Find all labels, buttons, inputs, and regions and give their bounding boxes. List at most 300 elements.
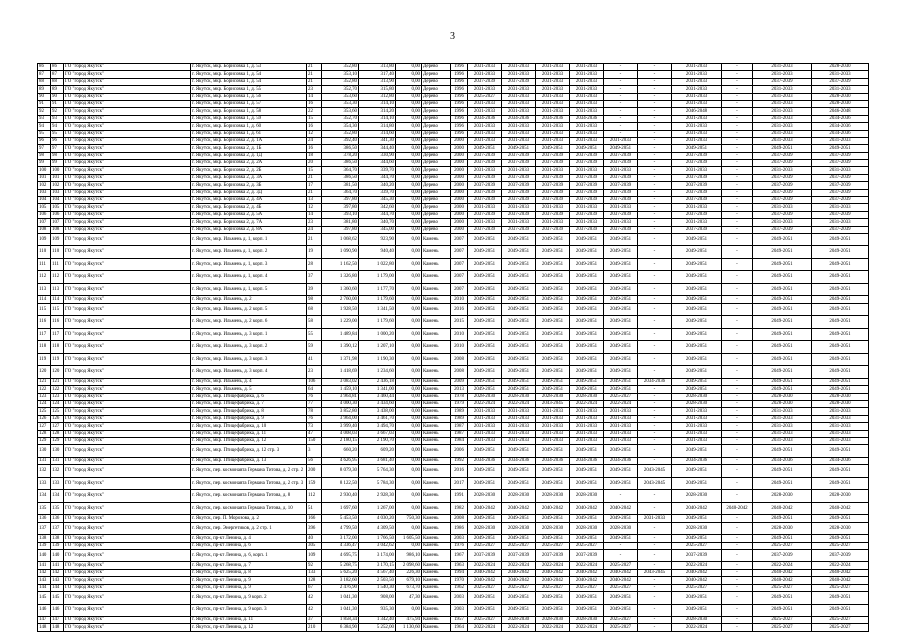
- cell-address: г. Якутск, пр-кт Ленина, д. 9: [191, 577, 307, 584]
- cell-wall-material: Камень: [422, 617, 451, 624]
- cell-period-10: 2037-2039: [812, 189, 869, 196]
- cell-period-6: -: [638, 366, 672, 379]
- cell-period-5: 2049-2051: [604, 258, 638, 271]
- cell-year-built: 1957: [451, 617, 468, 624]
- cell-living-area: 3 434,60: [359, 401, 396, 408]
- cell-period-5: -: [604, 549, 638, 562]
- cell-nonres-area: 1 130,60: [396, 624, 422, 631]
- cell-row-num: 99: [38, 160, 51, 167]
- cell-period-8: -: [722, 393, 753, 400]
- cell-period-2: 2031-2033: [502, 93, 536, 100]
- cell-period-4: 2037-2039: [570, 197, 604, 204]
- cell-period-6: -: [638, 577, 672, 584]
- cell-period-10: 2031-2033: [812, 86, 869, 93]
- table-row: [38, 423, 869, 430]
- table-row: [38, 115, 869, 122]
- cell-period-8: -: [722, 515, 753, 522]
- cell-period-1: 2049-2051: [468, 303, 502, 316]
- cell-period-9: 2028-2030: [753, 401, 812, 408]
- cell-year-built: 2008: [451, 515, 468, 522]
- cell-owner: ГО "город Якутск": [64, 445, 191, 458]
- cell-wall-material: Камень: [422, 258, 451, 271]
- cell-owner: ГО "город Якутск": [64, 477, 191, 490]
- cell-period-9: 2031-2033: [753, 423, 812, 430]
- cell-total-area: 1 697,60: [322, 502, 359, 515]
- cell-period-8: -: [722, 303, 753, 316]
- cell-period-4: 2034-2036: [570, 115, 604, 122]
- cell-period-5: 2031-2033: [604, 408, 638, 415]
- cell-period-8: -: [722, 115, 753, 122]
- cell-row-num: 137: [38, 522, 51, 535]
- cell-owner: ГО "город Якутск": [64, 490, 191, 503]
- cell-nonres-area: 0,00: [396, 296, 422, 303]
- cell-row-num: 132: [38, 465, 51, 478]
- cell-address: г. Якутск, мкр. Борисовка 1, д. 59: [191, 115, 307, 122]
- cell-period-9: 2049-2051: [753, 535, 812, 542]
- cell-period-6: 2043-2045: [638, 465, 672, 478]
- cell-address: г. Якутск, мкр. Ильмень, д. 3 корп. 1: [191, 328, 307, 341]
- cell-period-4: 2022-2024: [570, 624, 604, 631]
- cell-period-5: 2028-2030: [604, 522, 638, 535]
- cell-period-5: 2031-2033: [604, 204, 638, 211]
- cell-period-1: 2022-2024: [468, 624, 502, 631]
- cell-wall-material: Камень: [422, 577, 451, 584]
- cell-period-1: 2049-2051: [468, 271, 502, 284]
- cell-nonres-area: 0,00: [396, 258, 422, 271]
- cell-period-4: 2049-2051: [570, 465, 604, 478]
- cell-row-num: 112: [38, 271, 51, 284]
- cell-address: г. Якутск, мкр. Борисовка 1, д. 60: [191, 123, 307, 130]
- cell-apartments: 12: [307, 204, 322, 211]
- cell-nonres-area: 0,00: [396, 233, 422, 246]
- cell-index: 141: [51, 562, 64, 569]
- cell-index: 100: [51, 167, 64, 174]
- cell-period-7: 2049-2051: [672, 316, 722, 329]
- cell-period-2: 2031-2033: [502, 137, 536, 144]
- cell-period-1: 2037-2039: [468, 211, 502, 218]
- cell-index: 129: [51, 438, 64, 445]
- cell-living-area: 314,20: [359, 108, 396, 115]
- cell-period-3: 2049-2051: [536, 258, 570, 271]
- cell-period-6: -: [638, 246, 672, 259]
- cell-period-5: 2040-2042: [604, 577, 638, 584]
- cell-apartments: 76: [307, 415, 322, 422]
- cell-period-8: -: [722, 438, 753, 445]
- cell-period-4: 2031-2033: [570, 64, 604, 71]
- cell-total-area: 8 079,30: [322, 465, 359, 478]
- cell-period-4: 2049-2051: [570, 445, 604, 458]
- cell-row-num: 138: [38, 535, 51, 542]
- cell-period-3: 2049-2051: [536, 515, 570, 522]
- table-row: [38, 401, 869, 408]
- cell-nonres-area: 2 098,60: [396, 562, 422, 569]
- cell-address: г. Якутск, мкр. Борисовка 2, д. 7А: [191, 219, 307, 226]
- cell-period-4: 2040-2042: [570, 502, 604, 515]
- cell-period-1: 2022-2024: [468, 562, 502, 569]
- cell-living-area: 340,70: [359, 219, 396, 226]
- cell-period-2: 2049-2051: [502, 378, 536, 385]
- cell-period-2: 2025-2027: [502, 542, 536, 549]
- cell-period-4: 2049-2051: [570, 366, 604, 379]
- cell-period-7: 2037-2039: [672, 549, 722, 562]
- table-row: [38, 100, 869, 107]
- cell-year-built: 1996: [451, 100, 468, 107]
- cell-period-5: -: [604, 542, 638, 549]
- cell-owner: ГО "город Якутск": [64, 542, 191, 549]
- cell-address: г. Якутск, мкр. Борисовка 1, д. 53: [191, 64, 307, 71]
- cell-row-num: 134: [38, 490, 51, 503]
- cell-nonres-area: 0,00: [396, 386, 422, 393]
- cell-period-4: 2028-2030: [570, 522, 604, 535]
- cell-owner: ГО "город Якутск": [64, 316, 191, 329]
- cell-period-5: -: [604, 108, 638, 115]
- cell-period-3: 2040-2042: [536, 569, 570, 576]
- cell-period-9: 2049-2051: [753, 353, 812, 366]
- cell-wall-material: Камень: [422, 624, 451, 631]
- cell-owner: ГО "город Якутск": [64, 296, 191, 303]
- cell-living-area: 3 438,00: [359, 408, 396, 415]
- cell-nonres-area: 0,00: [396, 522, 422, 535]
- cell-period-8: -: [722, 577, 753, 584]
- cell-row-num: 139: [38, 542, 51, 549]
- cell-nonres-area: 679,10: [396, 577, 422, 584]
- cell-period-6: -: [638, 316, 672, 329]
- cell-wall-material: Дерево: [422, 78, 451, 85]
- cell-period-7: 2037-2039: [672, 211, 722, 218]
- cell-address: г. Якутск, мкр. Борисовка 1, д. 55: [191, 86, 307, 93]
- cell-period-9: 2031-2033: [753, 86, 812, 93]
- cell-period-7: 2049-2051: [672, 535, 722, 542]
- cell-address: г. Якутск, пр-кт Ленина, д. 4: [191, 535, 307, 542]
- cell-period-9: 2031-2033: [753, 408, 812, 415]
- cell-period-10: 2049-2051: [812, 465, 869, 478]
- cell-period-6: -: [638, 438, 672, 445]
- cell-period-8: -: [722, 584, 753, 591]
- cell-living-area: 4 567,40: [359, 569, 396, 576]
- cell-period-1: 2031-2033: [468, 64, 502, 71]
- cell-period-2: 2037-2039: [502, 152, 536, 159]
- cell-year-built: 1989: [451, 408, 468, 415]
- cell-owner: ГО "город Якутск": [64, 115, 191, 122]
- cell-wall-material: Дерево: [422, 71, 451, 78]
- cell-nonres-area: 0,00: [396, 93, 422, 100]
- cell-wall-material: Камень: [422, 438, 451, 445]
- cell-owner: ГО "город Якутск": [64, 64, 191, 71]
- cell-period-4: 2031-2033: [570, 78, 604, 85]
- cell-period-9: 2031-2033: [753, 100, 812, 107]
- cell-wall-material: Камень: [422, 408, 451, 415]
- cell-period-5: 2049-2051: [604, 328, 638, 341]
- cell-period-1: 2049-2051: [468, 341, 502, 354]
- cell-apartments: 21: [307, 233, 322, 246]
- cell-owner: ГО "город Якутск": [64, 328, 191, 341]
- cell-period-10: 2049-2051: [812, 604, 869, 617]
- cell-period-2: 2022-2024: [502, 562, 536, 569]
- cell-address: г. Якутск, мкр. Ильмень д. 1, корп. 2: [191, 246, 307, 259]
- cell-period-6: -: [638, 182, 672, 189]
- cell-period-1: 2049-2051: [468, 283, 502, 296]
- cell-apartments: 28: [307, 258, 322, 271]
- cell-row-num: 119: [38, 353, 51, 366]
- cell-period-10: 2040-2042: [812, 569, 869, 576]
- cell-index: 137: [51, 522, 64, 535]
- cell-living-area: 1 267,00: [359, 502, 396, 515]
- cell-period-8: -: [722, 549, 753, 562]
- cell-total-area: 3 182,60: [322, 577, 359, 584]
- cell-period-5: -: [604, 93, 638, 100]
- cell-living-area: 345,00: [359, 226, 396, 233]
- cell-index: 115: [51, 303, 64, 316]
- cell-period-6: 2043-2045: [638, 569, 672, 576]
- cell-living-area: 2 503,50: [359, 577, 396, 584]
- cell-apartments: 16: [307, 100, 322, 107]
- cell-wall-material: Дерево: [422, 93, 451, 100]
- cell-period-2: 2049-2051: [502, 366, 536, 379]
- cell-living-area: 341,30: [359, 137, 396, 144]
- cell-wall-material: Камень: [422, 445, 451, 458]
- cell-period-9: 2049-2051: [753, 366, 812, 379]
- cell-address: г. Якутск, мкр. Ильмень, д. 2: [191, 296, 307, 303]
- cell-period-4: 2022-2024: [570, 562, 604, 569]
- cell-period-6: -: [638, 415, 672, 422]
- cell-period-6: -: [638, 78, 672, 85]
- cell-period-1: 2031-2033: [468, 71, 502, 78]
- cell-period-7: 2049-2051: [672, 353, 722, 366]
- cell-living-area: 609,20: [359, 445, 396, 458]
- cell-period-10: 2049-2051: [812, 341, 869, 354]
- cell-period-2: 2031-2033: [502, 108, 536, 115]
- cell-living-area: 313,80: [359, 64, 396, 71]
- cell-living-area: 1 179,60: [359, 296, 396, 303]
- cell-year-built: 2003: [451, 535, 468, 542]
- cell-period-5: 2031-2033: [604, 167, 638, 174]
- cell-nonres-area: 0,00: [396, 189, 422, 196]
- cell-total-area: 4 336,47: [322, 542, 359, 549]
- cell-index: 145: [51, 592, 64, 605]
- cell-period-8: -: [722, 160, 753, 167]
- cell-year-built: 1976: [451, 542, 468, 549]
- cell-period-2: 2031-2033: [502, 423, 536, 430]
- cell-period-9: 2049-2051: [753, 515, 812, 522]
- cell-period-10: 2049-2051: [812, 353, 869, 366]
- cell-period-9: 2049-2051: [753, 246, 812, 259]
- cell-period-7: 2049-2051: [672, 145, 722, 152]
- cell-period-3: 2049-2051: [536, 386, 570, 393]
- cell-period-4: 2031-2033: [570, 423, 604, 430]
- cell-period-1: 2037-2039: [468, 152, 502, 159]
- cell-index: 105: [51, 204, 64, 211]
- cell-nonres-area: 0,00: [396, 211, 422, 218]
- cell-period-5: 2049-2051: [604, 604, 638, 617]
- cell-nonres-area: 750,30: [396, 515, 422, 522]
- cell-period-3: 2031-2033: [536, 100, 570, 107]
- cell-period-3: 2049-2051: [536, 328, 570, 341]
- cell-period-8: -: [722, 182, 753, 189]
- cell-total-area: 1 371,98: [322, 353, 359, 366]
- cell-period-5: 2031-2033: [604, 137, 638, 144]
- cell-period-4: 2040-2042: [570, 577, 604, 584]
- cell-period-8: -: [722, 271, 753, 284]
- cell-total-area: 3 964,81: [322, 393, 359, 400]
- table-row: [38, 353, 869, 366]
- cell-apartments: 41: [307, 353, 322, 366]
- cell-year-built: 1996: [451, 71, 468, 78]
- cell-row-num: 97: [38, 145, 51, 152]
- cell-period-9: 2049-2051: [753, 258, 812, 271]
- table-row: [38, 438, 869, 445]
- cell-address: г. Якутск, пр-кт Ленина, д. 6, корп. 1: [191, 549, 307, 562]
- cell-period-10: 2034-2036: [812, 115, 869, 122]
- cell-year-built: 2007: [451, 283, 468, 296]
- cell-row-num: 142: [38, 569, 51, 576]
- cell-year-built: 2000: [451, 137, 468, 144]
- cell-living-area: 330,90: [359, 152, 396, 159]
- cell-period-3: 2040-2042: [536, 577, 570, 584]
- cell-owner: ГО "город Якутск": [64, 569, 191, 576]
- cell-period-1: 2040-2042: [468, 577, 502, 584]
- table-row: [38, 522, 869, 535]
- cell-period-4: 2031-2033: [570, 100, 604, 107]
- cell-period-2: 2028-2030: [502, 393, 536, 400]
- cell-row-num: 124: [38, 401, 51, 408]
- cell-period-7: 2037-2039: [672, 226, 722, 233]
- cell-nonres-area: 0,00: [396, 283, 422, 296]
- cell-apartments: 98: [307, 296, 322, 303]
- cell-period-4: 2040-2042: [570, 569, 604, 576]
- cell-period-9: 2037-2039: [753, 549, 812, 562]
- cell-year-built: 1964: [451, 624, 468, 631]
- cell-period-8: -: [722, 477, 753, 490]
- cell-nonres-area: 0,00: [396, 465, 422, 478]
- cell-period-7: 2031-2033: [672, 167, 722, 174]
- cell-address: г. Якутск, мкр. Борисовка 2, д. 2Б: [191, 167, 307, 174]
- cell-nonres-area: 0,00: [396, 341, 422, 354]
- cell-owner: ГО "город Якутск": [64, 465, 191, 478]
- cell-row-num: 144: [38, 584, 51, 591]
- cell-period-6: -: [638, 123, 672, 130]
- cell-period-6: -: [638, 423, 672, 430]
- cell-wall-material: Дерево: [422, 174, 451, 181]
- cell-living-area: 4 030,20: [359, 515, 396, 522]
- cell-period-9: 2040-2042: [753, 502, 812, 515]
- cell-address: г. Якутск, пр-кт Ленина, д. 12: [191, 624, 307, 631]
- cell-period-1: 2037-2039: [468, 78, 502, 85]
- cell-period-8: -: [722, 137, 753, 144]
- cell-nonres-area: 0,00: [396, 378, 422, 385]
- cell-period-6: -: [638, 64, 672, 71]
- cell-period-1: 2049-2051: [468, 366, 502, 379]
- table-row: [38, 341, 869, 354]
- cell-row-num: 125: [38, 408, 51, 415]
- cell-period-3: 2031-2033: [536, 430, 570, 437]
- cell-index: 97: [51, 145, 64, 152]
- cell-address: г. Якутск, мкр. Борисовка 1, д. 57: [191, 100, 307, 107]
- cell-row-num: 117: [38, 328, 51, 341]
- cell-period-1: 2049-2051: [468, 246, 502, 259]
- cell-index: 118: [51, 341, 64, 354]
- cell-period-8: -: [722, 167, 753, 174]
- cell-wall-material: Камень: [422, 393, 451, 400]
- cell-period-1: 2031-2033: [468, 438, 502, 445]
- cell-owner: ГО "город Якутск": [64, 577, 191, 584]
- cell-period-3: 2049-2051: [536, 316, 570, 329]
- cell-period-3: 2037-2039: [536, 160, 570, 167]
- cell-period-9: 2049-2051: [753, 271, 812, 284]
- cell-period-10: 2049-2051: [812, 246, 869, 259]
- cell-period-5: -: [604, 115, 638, 122]
- cell-period-7: 2049-2051: [672, 296, 722, 303]
- cell-row-num: 118: [38, 341, 51, 354]
- table-row: [38, 123, 869, 130]
- cell-wall-material: Дерево: [422, 182, 451, 189]
- cell-nonres-area: 0,00: [396, 86, 422, 93]
- cell-index: 135: [51, 502, 64, 515]
- cell-address: г. Якутск, мкр. Птицефабрика, д. 6: [191, 393, 307, 400]
- cell-period-9: 2049-2051: [753, 445, 812, 458]
- cell-period-6: -: [638, 71, 672, 78]
- cell-year-built: 1991: [451, 490, 468, 503]
- cell-apartments: 20: [307, 160, 322, 167]
- cell-period-5: -: [604, 130, 638, 137]
- cell-apartments: 14: [307, 211, 322, 218]
- cell-period-7: 2049-2051: [672, 366, 722, 379]
- cell-period-3: 2031-2033: [536, 130, 570, 137]
- table-row: [38, 71, 869, 78]
- cell-period-5: -: [604, 71, 638, 78]
- cell-wall-material: Камень: [422, 328, 451, 341]
- cell-period-3: 2043-2045: [536, 401, 570, 408]
- cell-period-8: -: [722, 490, 753, 503]
- cell-index: 136: [51, 515, 64, 522]
- cell-period-8: -: [722, 211, 753, 218]
- cell-address: г. Якутск, мкр. Птицефабрика, д. 10: [191, 423, 307, 430]
- cell-address: г. Якутск, мкр. Птицефабрика, д. 13: [191, 457, 307, 464]
- cell-index: 96: [51, 137, 64, 144]
- cell-wall-material: Камень: [422, 542, 451, 549]
- cell-year-built: 2000: [451, 167, 468, 174]
- cell-period-4: 2031-2033: [570, 408, 604, 415]
- cell-period-8: -: [722, 296, 753, 303]
- cell-period-1: 2037-2039: [468, 549, 502, 562]
- cell-owner: ГО "город Якутск": [64, 182, 191, 189]
- cell-address: г. Якутск, пр-кт Ленина, д. 9 корп. 2: [191, 592, 307, 605]
- cell-wall-material: Камень: [422, 502, 451, 515]
- table-row: [38, 328, 869, 341]
- cell-apartments: 159: [307, 477, 322, 490]
- cell-year-built: 2000: [451, 219, 468, 226]
- cell-year-built: 2003: [451, 592, 468, 605]
- cell-period-7: 2040-2042: [672, 502, 722, 515]
- cell-owner: ГО "город Якутск": [64, 86, 191, 93]
- housing-register-table-wrapper: [37, 63, 868, 632]
- cell-owner: ГО "город Якутск": [64, 145, 191, 152]
- cell-period-6: -: [638, 100, 672, 107]
- cell-nonres-area: 0,00: [396, 328, 422, 341]
- cell-living-area: 1 179,00: [359, 271, 396, 284]
- cell-index: 114: [51, 296, 64, 303]
- cell-index: 121: [51, 378, 64, 385]
- cell-period-3: 2031-2033: [536, 204, 570, 211]
- cell-period-2: 2049-2051: [502, 445, 536, 458]
- cell-period-10: 2040-2042: [812, 502, 869, 515]
- cell-row-num: 103: [38, 189, 51, 196]
- cell-nonres-area: 0,00: [396, 366, 422, 379]
- cell-period-1: 2049-2051: [468, 145, 502, 152]
- cell-year-built: 2003: [451, 604, 468, 617]
- cell-period-9: 2037-2039: [753, 189, 812, 196]
- cell-period-1: 2031-2033: [468, 423, 502, 430]
- cell-period-8: -: [722, 430, 753, 437]
